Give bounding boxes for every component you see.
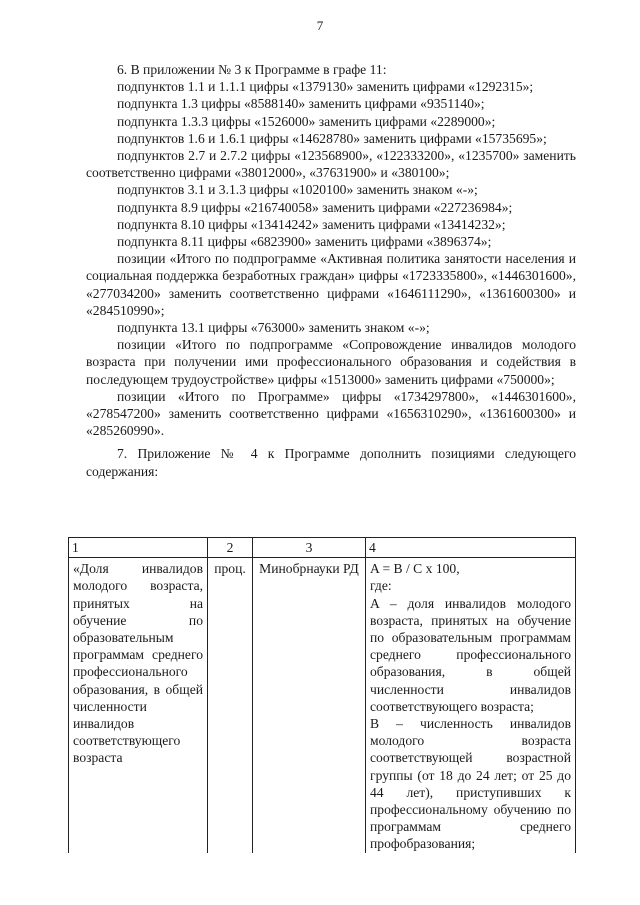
unit-cell: проц. bbox=[208, 558, 253, 853]
paragraph-item: подпункта 8.11 цифры «6823900» заменить цифрами «3896374»; bbox=[117, 234, 492, 250]
paragraph-item: подпунктов 3.1 и 3.1.3 цифры «1020100» заменить знаком «-»; bbox=[117, 182, 478, 198]
paragraph-7-heading: 7. Приложение № 4 к Программе дополнить позициями следующего содержания: bbox=[86, 446, 576, 479]
document-body bbox=[86, 61, 576, 480]
formula-line: A = B / C x 100, bbox=[370, 561, 460, 577]
table-header-cell: 3 bbox=[253, 538, 366, 558]
paragraph-item: подпункта 1.3 цифры «8588140» заменить цифрами «9351140»; bbox=[117, 96, 485, 112]
paragraph-item: позиции «Итого по Программе» цифры «1734297800», «1446301600», «278547200» заменить соответственно цифрами «1656310290», «1361600300» и «285260990». bbox=[86, 388, 576, 439]
paragraph-item: подпунктов 2.7 и 2.7.2 цифры «123568900», «122333200», «1235700» заменить соответственно цифрами «38012000», «37631900» и «380100»; bbox=[86, 148, 576, 181]
paragraph-6-heading: 6. В приложении № 3 к Программе в графе 11: bbox=[117, 62, 387, 77]
paragraph-item: подпунктов 1.6 и 1.6.1 цифры «14628780» заменить цифрами «15735695»; bbox=[117, 130, 547, 146]
formula-definition-b: B – численность инвалидов молодого возраста соответствующей возрастной группы (от 18 до 24 лет; от 25 до 44 лет), приступивших к профессиональному обучению по программам среднего профобразования; bbox=[370, 716, 571, 852]
paragraph-item: подпункта 8.9 цифры «216740058» заменить цифрами «227236984»; bbox=[117, 199, 513, 215]
table-header-cell: 4 bbox=[366, 538, 576, 558]
table-header-cell: 1 bbox=[69, 538, 208, 558]
formula-where: где: bbox=[370, 578, 392, 594]
page-number: 7 bbox=[316, 18, 324, 33]
paragraph-item: позиции «Итого по подпрограмме «Сопровождение инвалидов молодого возраста при получении ими профессионального образования и содействия в последующем трудоустройстве» цифры «1513000» заменить цифрами «750000»; bbox=[86, 337, 576, 387]
paragraph-item: позиции «Итого по подпрограмме «Активная политика занятости населения и социальная поддержка безработных граждан» цифры «1723335800», «1446301600», «277034200» заменить соответственно цифрами «1646111290», «1361600300» и «284510990»; bbox=[86, 251, 576, 318]
responsible-cell: Минобрнауки РД bbox=[253, 558, 366, 853]
paragraph-item: подпунктов 1.1 и 1.1.1 цифры «1379130» заменить цифрами «1292315»; bbox=[117, 79, 534, 95]
indicator-name-cell: «Доля инвалидов молодого возраста, принятых на обучение по образовательным программам среднего профессионального образования, в общей численности инвалидов соответствующего возраста bbox=[69, 558, 208, 853]
table-row bbox=[69, 558, 576, 853]
table-header-row bbox=[69, 538, 576, 558]
paragraph-item: подпункта 13.1 цифры «763000» заменить знаком «-»; bbox=[117, 320, 430, 336]
appendix-table bbox=[68, 537, 576, 853]
formula-cell bbox=[366, 558, 576, 853]
paragraph-item: подпункта 1.3.3 цифры «1526000» заменить цифрами «2289000»; bbox=[117, 113, 496, 129]
paragraph-item: подпункта 8.10 цифры «13414242» заменить цифрами «13414232»; bbox=[117, 216, 506, 232]
table-header-cell: 2 bbox=[208, 538, 253, 558]
formula-definition-a: A – доля инвалидов молодого возраста, принятых на обучение по образовательным программам среднего профессионального образования, в общей численности инвалидов соответствующего возраста; bbox=[370, 595, 571, 714]
